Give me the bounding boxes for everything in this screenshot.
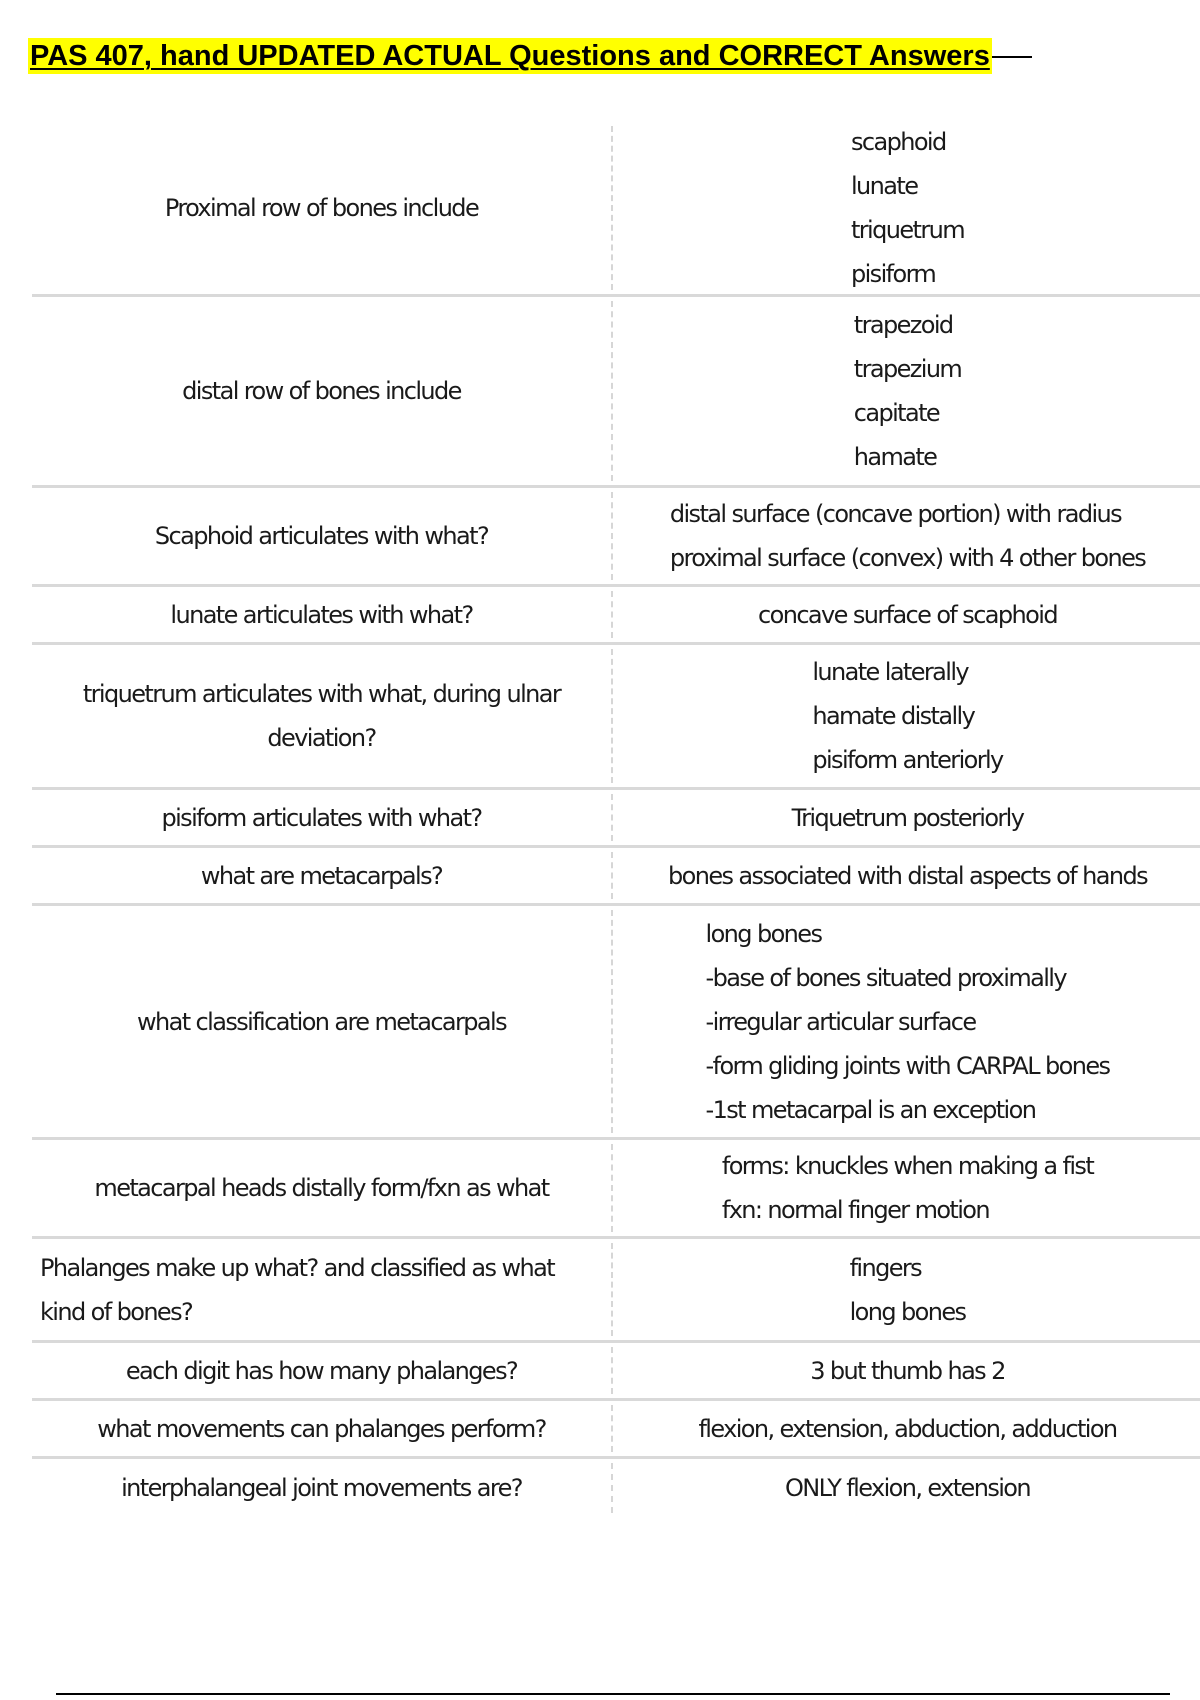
answer-line: distal surface (concave portion) with radius (669, 500, 1122, 528)
answer-line: -form gliding joints with CARPAL bones (705, 1051, 1110, 1080)
answer (613, 1459, 1200, 1517)
answer-line: trapezium (853, 355, 962, 383)
answer-line: forms: knuckles when making a fist (721, 1152, 1094, 1180)
answer-line: triquetrum (850, 216, 965, 244)
title-block (28, 36, 1143, 76)
answer (613, 587, 1200, 642)
card-row (32, 587, 1200, 645)
question: Proximal row of bones include (32, 126, 613, 290)
question: what classification are metacarpals (32, 910, 613, 1133)
question: distal row of bones include (32, 301, 613, 481)
answer-line: -irregular articular surface (705, 1007, 976, 1036)
answer-line: proximal surface (convex) with 4 other bones (669, 544, 1146, 572)
answer-line: pisiform anteriorly (812, 746, 1003, 774)
question: metacarpal heads distally form/fxn as what (32, 1144, 613, 1232)
question: Scaphoid articulates with what? (32, 492, 613, 580)
answer-line: long bones (849, 1297, 966, 1326)
answer-line: -base of bones situated proximally (705, 963, 1066, 992)
answer (613, 1401, 1200, 1456)
answer-line: ONLY flexion, extension (784, 1474, 1030, 1502)
answer (613, 297, 1200, 485)
card-row (32, 848, 1200, 906)
answer (613, 645, 1200, 787)
answer-line: 3 but thumb has 2 (810, 1356, 1005, 1385)
answer (613, 848, 1200, 903)
answer (613, 1343, 1200, 1398)
answer-line: hamate (853, 443, 937, 471)
answer-line: fxn: normal finger motion (721, 1196, 990, 1224)
card-row (32, 645, 1200, 790)
answer-line: flexion, extension, abduction, adduction (698, 1414, 1117, 1443)
question: triquetrum articulates with what, during ulnar deviation? (32, 649, 613, 783)
card-row (32, 906, 1200, 1140)
flashcard-table (32, 122, 1200, 1517)
answer-line: trapezoid (853, 311, 953, 339)
answer-line: scaphoid (850, 128, 946, 156)
card-row (32, 297, 1200, 488)
answer-line: pisiform (850, 260, 936, 288)
answer-line: bones associated with distal aspects of hands (668, 861, 1147, 890)
question: each digit has how many phalanges? (32, 1347, 613, 1394)
card-row (32, 790, 1200, 848)
question: lunate articulates with what? (32, 591, 613, 638)
answer-line: fingers (849, 1253, 922, 1282)
answer-line: capitate (853, 399, 940, 427)
answer (613, 790, 1200, 845)
answer-line: -1st metacarpal is an exception (705, 1095, 1036, 1124)
answer (613, 122, 1200, 294)
answer (613, 1239, 1200, 1340)
answer-line: hamate distally (812, 702, 975, 730)
answer (613, 1140, 1200, 1236)
question: Phalanges make up what? and classified as what kind of bones? (32, 1243, 613, 1336)
card-row (32, 1239, 1200, 1343)
footer-rule (56, 1693, 1170, 1695)
title-rule (992, 56, 1032, 58)
card-row (32, 122, 1200, 297)
question: what movements can phalanges perform? (32, 1405, 613, 1452)
card-row (32, 1401, 1200, 1459)
card-row (32, 1459, 1200, 1517)
answer-line: lunate (850, 172, 918, 200)
answer-line: long bones (705, 919, 822, 948)
question: what are metacarpals? (32, 852, 613, 899)
answer-line: Triquetrum posteriorly (791, 803, 1024, 832)
card-row (32, 1140, 1200, 1239)
question: interphalangeal joint movements are? (32, 1463, 613, 1513)
answer-line: concave surface of scaphoid (758, 600, 1057, 629)
answer (613, 488, 1200, 584)
answer (613, 906, 1200, 1137)
answer-line: lunate laterally (812, 658, 969, 686)
question: pisiform articulates with what? (32, 794, 613, 841)
document-title: PAS 407, hand UPDATED ACTUAL Questions and CORRECT Answers (30, 40, 990, 72)
card-row (32, 1343, 1200, 1401)
card-row (32, 488, 1200, 587)
